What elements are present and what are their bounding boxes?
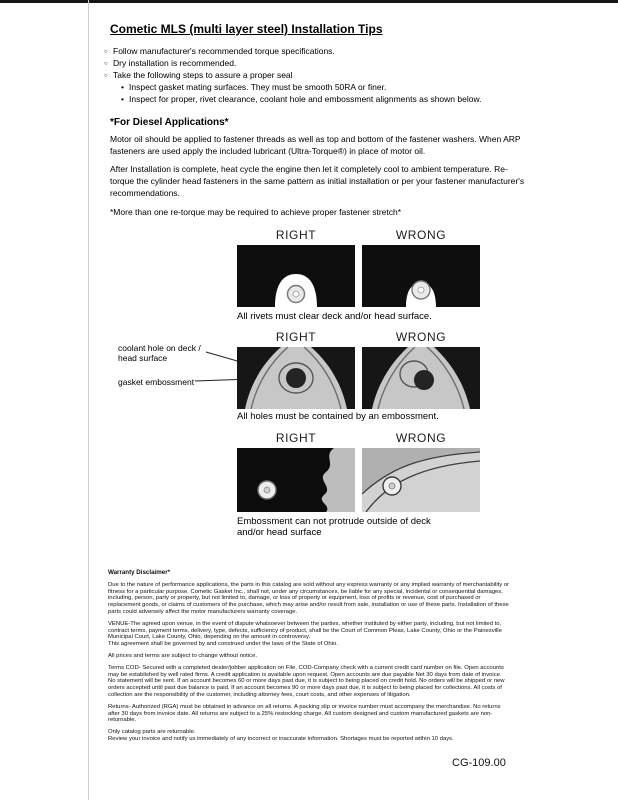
warranty-paragraph-venue: VENUE-The agreed upon venue, in the event of dispute whatsoever between the parties, whether instituted by either party, including, but not limited to, contract terms, payment terms, delivery, type, defects, sufficiency of product, shall be the Court of Common Pleas, Lake County, Ohio or the Painesville Municipal Court, Lake County, Ohio, depending on the amount in controversy. [108, 620, 502, 641]
tip-subitem-mating-surfaces: • Inspect gasket mating surfaces. They must be smooth 50RA or finer. [121, 81, 544, 93]
row2-right-label: RIGHT [275, 330, 317, 344]
rivet-center [293, 291, 299, 297]
warranty-paragraph-governing-law: This agreement shall be governed by and construed under the laws of the State of Ohio. [108, 641, 338, 648]
tip-item-torque: ○ Follow manufacturer's recommended torque specifications. [104, 45, 544, 57]
warranty-heading: Warranty Disclaimer* [108, 569, 171, 576]
bolt-hole-center [264, 487, 270, 493]
rivet-wrong-diagram [362, 245, 480, 307]
retorque-note: *More than one re-torque may be required to achieve proper fastener stretch* [110, 207, 402, 217]
diesel-applications-heading: *For Diesel Applications* [110, 117, 229, 128]
row3-wrong-label: WRONG [395, 431, 447, 445]
row1-right-label: RIGHT [275, 228, 317, 242]
warranty-paragraph-liability: Due to the nature of performance applications, the parts in this catalog are sold without any express warranty or any implied warranty of merchantability or fitness for a particular purpose. Cometic Gasket Inc., shall not, under any circumstances, be liable for any special, incidental or consequential damages, including, person, party or property, but not limited to, damage, or loss of property or equipment, loss of profits or revenue, cost of purchased or replacement goods, or claims of customers of the purchase, which may arise and/or result from sale, installation or use of these parts. Installation of these parts could adversely affect the motor manufacturers warranty coverage. [108, 581, 510, 615]
rivet-wrong-drawing [362, 245, 480, 307]
row3-right-label: RIGHT [275, 431, 317, 445]
rivet-right-drawing [237, 245, 355, 307]
row1-wrong-label: WRONG [395, 228, 447, 242]
row2-caption: All holes must be contained by an embossment. [237, 411, 439, 422]
diesel-paragraph-heat-cycle: After Installation is complete, heat cycle the engine then let it completely cool to ambient temperature. Re-torque the cylinder head fasteners in the same pattern as initial installation or per your fastener manufacturer's recommendations. [110, 164, 525, 198]
warranty-paragraph-catalog: Only catalog parts are returnable. [108, 729, 196, 736]
warranty-section [108, 570, 510, 748]
page-number: CG-109.00 [452, 757, 506, 769]
coolant-hole-wrong-drawing [362, 347, 480, 409]
embossment-wrong-diagram [362, 448, 480, 512]
tip-item-proper-seal: ○ Take the following steps to assure a proper seal [104, 69, 544, 81]
warranty-paragraph-terms: Terms COD- Secured with a completed dealer/jobber application on File, COD-Company check with a current credit card number on file. Open accounts may be established by well rated firms. A credit application is available upon request. Open accounts are due payable Net 30 days from date of invoice. No statement will be sent. If an account becomes 60 or more days past due, it is subject to being placed on credit hold. No orders will be shipped or new orders accepted until past due balance is paid. If an account becomes 90 or more days past due, it is subject to being placed for collections. All costs of collection are the responsibility of the customer, including attorney fees, court costs, and other expenses of litigation. [108, 664, 505, 698]
coolant-hole-right-diagram [237, 347, 355, 409]
bolt-hole-center [389, 483, 395, 489]
warranty-paragraph-prices: All prices and terms are subject to change without notice. [108, 652, 257, 659]
warranty-paragraph-review: Review your invoice and notify us immediately of any incorrect or inaccurate information. Shortages must be reported within 10 days. [108, 735, 454, 742]
diesel-paragraph-motor-oil: Motor oil should be applied to fastener threads as well as top and bottom of the fastener washers. When ARP fasteners are used apply the included lubricant (Ultra-Torque®) in place of motor oil. [110, 134, 521, 156]
gasket-body [237, 448, 334, 512]
top-border [0, 0, 618, 3]
tips-list [104, 45, 544, 105]
coolant-hole-right-drawing [237, 347, 355, 409]
page-edge-rule [88, 0, 89, 800]
embossment-wrong-drawing [362, 448, 480, 512]
coolant-hole-callout: coolant hole on deck / head surface [118, 343, 201, 363]
row1-caption: All rivets must clear deck and/or head surface. [237, 311, 432, 322]
rivet-center [418, 287, 424, 293]
rivet-right-diagram [237, 245, 355, 307]
embossment-right-diagram [237, 448, 355, 512]
warranty-paragraph-returns: Returns- Authorized (RGA) must be obtained in advance on all returns. A packing slip or invoice number must accompany the merchandise. No returns after 30 days from invoice date. All returns are subject to a 25% restocking charge. All custom designed and custom manufactured gaskets are non-returnable. [108, 703, 501, 724]
coolant-hole [286, 368, 306, 388]
row3-caption: Embossment can not protrude outside of deck and/or head surface [237, 516, 431, 538]
tip-subitem-alignments: • Inspect for proper, rivet clearance, coolant hole and embossment alignments as shown below. [121, 93, 544, 105]
coolant-hole-wrong-diagram [362, 347, 480, 409]
gasket-embossment-callout: gasket embossment [118, 377, 195, 387]
row2-wrong-label: WRONG [395, 330, 447, 344]
page-title: Cometic MLS (multi layer steel) Installation Tips [110, 22, 383, 36]
coolant-hole-outside-ring [414, 370, 434, 390]
embossment-right-drawing [237, 448, 355, 512]
tip-item-dry-install: ○ Dry installation is recommended. [104, 57, 544, 69]
